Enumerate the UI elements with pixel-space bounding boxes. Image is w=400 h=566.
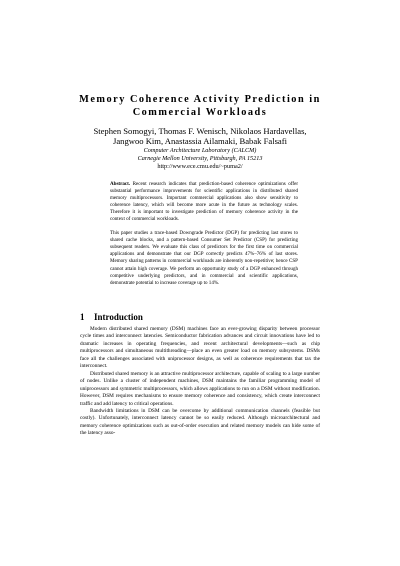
title-line-2: Commercial Workloads <box>132 106 268 118</box>
abstract <box>110 181 298 287</box>
body-paragraph-3: Bandwidth limitations in DSM can be overcome by additional communication channels (feasible but costly). Unfortunately, interconnect latency cannot be so easily reduced. Although microarchitectural and memory coherence optimizations such as out-of-order execution and related memory models can hide some of the latency asso- <box>80 407 320 437</box>
abstract-paragraph-2: This paper studies a trace-based Downgrade Predictor (DGP) for predicting last stores to shared cache blocks, and a pattern-based Consumer Set Predictor (CSP) for predicting subsequent readers. We evaluate this class of predictors for the first time on commercial applications and demonstrate that our DGP correctly predicts 47%–76% of last stores. Memory sharing patterns in commercial workloads are inherently non-repetitive; hence CSP cannot attain high coverage. We perform an opportunity study of a DGP enhanced through competitive underlying predictors, and in commercial and scientific applications, demonstrate potential to increase coverage up to 14%. <box>110 230 298 286</box>
paper-title <box>60 94 340 119</box>
title-line-1: Memory Coherence Activity Prediction in <box>79 94 321 105</box>
affiliation-line-1: Computer Architecture Laboratory (CALCM) <box>143 147 257 154</box>
section-number: 1 <box>80 312 85 322</box>
affiliation-line-2: Carnegie Mellon University, Pittsburgh, PA 15213 <box>137 155 263 162</box>
body-paragraph-1: Modern distributed shared memory (DSM) machines face an ever-growing disparity between processor cycle times and interconnect latencies. Semiconductor fabrication advances and circuit innovations have led to dramatic increases in operating frequencies, and recent architectural developments—such as chip multiprocessors and simultaneous multithreading—place an even greater load on memory subsystems. DSMs face all the challenges associated with uniprocessor designs, as well as coherence requirements that tax the interconnect. <box>80 326 320 370</box>
authors-line-1: Stephen Somogyi, Thomas F. Wenisch, Nikolaos Hardavellas, <box>93 126 307 136</box>
body-text <box>80 326 320 438</box>
author-list <box>50 126 350 146</box>
body-paragraph-2: Distributed shared memory is an attractive multiprocessor architecture, capable of scaling to a large number of nodes. Unlike a cluster of independent machines, DSM maintains the familiar programming model of uniprocessors and symmetric multiprocessors, which allows applications to run on a DSM without modification. However, DSM requires mechanisms to ensure memory coherence and consistency, which create interconnect traffic and add latency to critical operations. <box>80 370 320 407</box>
abstract-paragraph-1 <box>110 181 298 223</box>
abstract-text-1: Recent research indicates that prediction-based coherence optimizations offer substantial performance improvements for scientific applications in distributed shared memory multiprocessors. Important commercial applications also show sensitivity to coherence latency, which will become more acute in the future as technology scales. Therefore it is important to investigate prediction of memory coherence activity in the context of commercial workloads. <box>110 181 298 223</box>
section-heading <box>80 312 320 323</box>
section-title: Introduction <box>94 312 143 322</box>
affiliation <box>50 147 350 163</box>
abstract-label: Abstract. <box>110 181 131 187</box>
authors-line-2: Jangwoo Kim, Anastassia Ailamaki, Babak Falsafi <box>113 136 287 146</box>
project-url: http://www.ece.cmu.edu/~puma2/ <box>157 163 243 170</box>
